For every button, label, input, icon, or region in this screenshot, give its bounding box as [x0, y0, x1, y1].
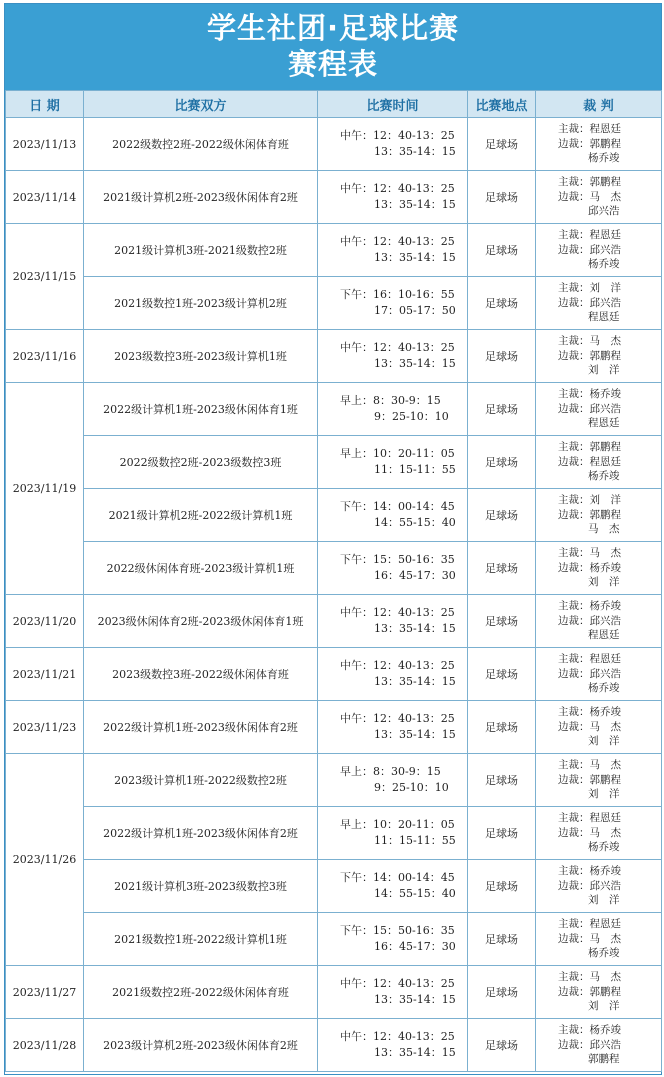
- time-cell: [318, 436, 468, 489]
- referee-cell: [536, 436, 662, 489]
- time-cell: [318, 118, 468, 171]
- venue-cell: 足球场: [468, 489, 536, 542]
- table-row: [6, 330, 662, 383]
- table-row: [6, 966, 662, 1019]
- venue-cell: 足球场: [468, 966, 536, 1019]
- time-cell: [318, 1019, 468, 1072]
- venue-cell: 足球场: [468, 807, 536, 860]
- referee-cell: [536, 701, 662, 754]
- header-time: 比赛时间: [318, 91, 468, 118]
- referee-line: 边裁：邱兴浩: [558, 667, 621, 680]
- date-cell: 2023/11/20: [6, 595, 84, 648]
- time-slot-1: 早上：10：20-11：05: [340, 447, 455, 460]
- header-row: [6, 91, 662, 118]
- referee-line-2: 刘 洋: [588, 1000, 620, 1013]
- time-slot-1: 早上：10：20-11：05: [340, 818, 455, 831]
- teams-cell: 2022级计算机1班-2023级休闲体育1班: [84, 383, 318, 436]
- time-cell: [318, 330, 468, 383]
- venue-cell: 足球场: [468, 595, 536, 648]
- referee-cell: [536, 542, 662, 595]
- referee-main: 主裁：马 杰: [558, 971, 621, 984]
- teams-cell: 2022级休闲体育班-2023级计算机1班: [84, 542, 318, 595]
- time-slot-1: 下午：15：50-16：35: [340, 553, 455, 566]
- referee-line-2: 杨乔竣: [588, 947, 620, 960]
- referee-line-2: 杨乔竣: [588, 682, 620, 695]
- teams-cell: 2021级计算机3班-2021级数控2班: [84, 224, 318, 277]
- time-slot-1: 早上：8：30-9：15: [340, 765, 441, 778]
- time-cell: [318, 966, 468, 1019]
- referee-line-2: 刘 洋: [588, 576, 620, 589]
- title-line-1: 学生社团·足球比赛: [206, 11, 460, 45]
- venue-cell: 足球场: [468, 1019, 536, 1072]
- referee-line: 边裁：邱兴浩: [558, 614, 621, 627]
- time-slot-2: 11：15-11：55: [374, 834, 456, 847]
- teams-cell: 2023级数控3班-2023级计算机1班: [84, 330, 318, 383]
- referee-cell: [536, 754, 662, 807]
- referee-main: 主裁：马 杰: [558, 759, 621, 772]
- referee-main: 主裁：杨乔竣: [558, 706, 621, 719]
- referee-main: 主裁：郭鹏程: [558, 441, 621, 454]
- referee-line: 边裁：邱兴浩: [558, 879, 621, 892]
- time-slot-1: 中午：12：40-13：25: [340, 606, 455, 619]
- table-row: [6, 648, 662, 701]
- table-row: [6, 118, 662, 171]
- teams-cell: 2021级计算机3班-2023级数控3班: [84, 860, 318, 913]
- referee-cell: [536, 860, 662, 913]
- time-slot-2: 13：35-14：15: [374, 198, 456, 211]
- time-slot-2: 13：35-14：15: [374, 1046, 456, 1059]
- venue-cell: 足球场: [468, 754, 536, 807]
- schedule-table: [5, 90, 662, 1072]
- time-slot-1: 下午：14：00-14：45: [340, 500, 455, 513]
- referee-cell: [536, 807, 662, 860]
- referee-main: 主裁：马 杰: [558, 335, 621, 348]
- referee-main: 主裁：程恩廷: [558, 918, 621, 931]
- referee-cell: [536, 913, 662, 966]
- time-cell: [318, 595, 468, 648]
- referee-main: 主裁：杨乔竣: [558, 388, 621, 401]
- time-slot-2: 17：05-17：50: [374, 304, 456, 317]
- venue-cell: 足球场: [468, 330, 536, 383]
- referee-line-2: 杨乔竣: [588, 841, 620, 854]
- venue-cell: 足球场: [468, 542, 536, 595]
- referee-cell: [536, 224, 662, 277]
- time-slot-1: 中午：12：40-13：25: [340, 712, 455, 725]
- table-row: [6, 224, 662, 277]
- referee-cell: [536, 277, 662, 330]
- venue-cell: 足球场: [468, 224, 536, 277]
- referee-line-2: 郭鹏程: [588, 1053, 620, 1066]
- time-slot-2: 16：45-17：30: [374, 940, 456, 953]
- time-cell: [318, 542, 468, 595]
- time-cell: [318, 648, 468, 701]
- referee-line: 边裁：邱兴浩: [558, 243, 621, 256]
- date-cell: 2023/11/28: [6, 1019, 84, 1072]
- header-teams: 比赛双方: [84, 91, 318, 118]
- referee-cell: [536, 648, 662, 701]
- table-row: [6, 436, 662, 489]
- venue-cell: 足球场: [468, 436, 536, 489]
- time-slot-2: 14：55-15：40: [374, 887, 456, 900]
- time-slot-2: 13：35-14：15: [374, 622, 456, 635]
- referee-line: 边裁：邱兴浩: [558, 296, 621, 309]
- time-cell: [318, 807, 468, 860]
- date-cell: 2023/11/27: [6, 966, 84, 1019]
- referee-line: 边裁：马 杰: [558, 190, 621, 203]
- time-slot-2: 9：25-10：10: [374, 410, 449, 423]
- table-row: [6, 383, 662, 436]
- venue-cell: 足球场: [468, 860, 536, 913]
- time-slot-1: 中午：12：40-13：25: [340, 182, 455, 195]
- header-date: 日 期: [6, 91, 84, 118]
- header-venue: 比赛地点: [468, 91, 536, 118]
- time-cell: [318, 277, 468, 330]
- time-cell: [318, 383, 468, 436]
- time-slot-1: 中午：12：40-13：25: [340, 341, 455, 354]
- time-slot-1: 中午：12：40-13：25: [340, 977, 455, 990]
- title-banner: [5, 4, 661, 90]
- referee-main: 主裁：马 杰: [558, 547, 621, 560]
- header-referee: 裁 判: [536, 91, 662, 118]
- referee-line-2: 程恩廷: [588, 417, 620, 430]
- teams-cell: 2022级计算机1班-2023级休闲体育2班: [84, 807, 318, 860]
- time-slot-1: 中午：12：40-13：25: [340, 659, 455, 672]
- time-cell: [318, 171, 468, 224]
- referee-cell: [536, 489, 662, 542]
- referee-cell: [536, 118, 662, 171]
- referee-cell: [536, 966, 662, 1019]
- referee-line: 边裁：邱兴浩: [558, 402, 621, 415]
- time-slot-1: 中午：12：40-13：25: [340, 129, 455, 142]
- referee-line: 边裁：程恩廷: [558, 455, 621, 468]
- date-cell: 2023/11/13: [6, 118, 84, 171]
- time-cell: [318, 860, 468, 913]
- referee-line-2: 刘 洋: [588, 788, 620, 801]
- teams-cell: 2023级数控3班-2022级休闲体育班: [84, 648, 318, 701]
- date-cell: 2023/11/15: [6, 224, 84, 330]
- referee-main: 主裁：刘 洋: [558, 282, 621, 295]
- table-row: [6, 701, 662, 754]
- referee-main: 主裁：杨乔竣: [558, 600, 621, 613]
- referee-main: 主裁：程恩廷: [558, 812, 621, 825]
- time-slot-2: 16：45-17：30: [374, 569, 456, 582]
- referee-line-2: 杨乔竣: [588, 152, 620, 165]
- referee-main: 主裁：郭鹏程: [558, 176, 621, 189]
- referee-main: 主裁：杨乔竣: [558, 1024, 621, 1037]
- referee-line: 边裁：马 杰: [558, 826, 621, 839]
- table-row: [6, 171, 662, 224]
- time-cell: [318, 489, 468, 542]
- referee-line-2: 杨乔竣: [588, 258, 620, 271]
- date-cell: 2023/11/16: [6, 330, 84, 383]
- referee-line: 边裁：郭鹏程: [558, 349, 621, 362]
- time-slot-2: 14：55-15：40: [374, 516, 456, 529]
- referee-main: 主裁：程恩廷: [558, 653, 621, 666]
- date-cell: 2023/11/21: [6, 648, 84, 701]
- referee-line: 边裁：马 杰: [558, 720, 621, 733]
- referee-main: 主裁：刘 洋: [558, 494, 621, 507]
- date-cell: 2023/11/23: [6, 701, 84, 754]
- date-cell: 2023/11/19: [6, 383, 84, 595]
- teams-cell: 2023级休闲体育2班-2023级休闲体育1班: [84, 595, 318, 648]
- time-slot-2: 13：35-14：15: [374, 675, 456, 688]
- referee-line: 边裁：杨乔竣: [558, 561, 621, 574]
- title-line-2: 赛程表: [287, 47, 378, 81]
- teams-cell: 2022级计算机1班-2023级休闲体育2班: [84, 701, 318, 754]
- time-slot-1: 中午：12：40-13：25: [340, 235, 455, 248]
- table-row: [6, 860, 662, 913]
- referee-line-2: 程恩廷: [588, 311, 620, 324]
- referee-line: 边裁：郭鹏程: [558, 985, 621, 998]
- venue-cell: 足球场: [468, 118, 536, 171]
- time-slot-1: 早上：8：30-9：15: [340, 394, 441, 407]
- table-row: [6, 807, 662, 860]
- time-slot-1: 下午：16：10-16：55: [340, 288, 455, 301]
- schedule-body: [6, 118, 662, 1072]
- referee-line-2: 刘 洋: [588, 894, 620, 907]
- time-slot-2: 9：25-10：10: [374, 781, 449, 794]
- referee-main: 主裁：杨乔竣: [558, 865, 621, 878]
- referee-cell: [536, 1019, 662, 1072]
- date-cell: 2023/11/26: [6, 754, 84, 966]
- venue-cell: 足球场: [468, 383, 536, 436]
- time-cell: [318, 754, 468, 807]
- referee-line: 边裁：郭鹏程: [558, 508, 621, 521]
- referee-main: 主裁：程恩廷: [558, 229, 621, 242]
- teams-cell: 2021级计算机2班-2022级计算机1班: [84, 489, 318, 542]
- referee-main: 主裁：程恩廷: [558, 123, 621, 136]
- teams-cell: 2022级数控2班-2022级休闲体育班: [84, 118, 318, 171]
- time-slot-1: 下午：14：00-14：45: [340, 871, 455, 884]
- referee-line-2: 杨乔竣: [588, 470, 620, 483]
- time-slot-2: 13：35-14：15: [374, 993, 456, 1006]
- referee-line-2: 刘 洋: [588, 364, 620, 377]
- table-row: [6, 489, 662, 542]
- referee-line-2: 邱兴浩: [588, 205, 620, 218]
- time-cell: [318, 913, 468, 966]
- referee-line: 边裁：郭鹏程: [558, 137, 621, 150]
- referee-cell: [536, 383, 662, 436]
- teams-cell: 2021级数控1班-2022级计算机1班: [84, 913, 318, 966]
- time-slot-1: 下午：15：50-16：35: [340, 924, 455, 937]
- referee-cell: [536, 330, 662, 383]
- venue-cell: 足球场: [468, 701, 536, 754]
- teams-cell: 2023级计算机2班-2023级休闲体育2班: [84, 1019, 318, 1072]
- time-slot-2: 13：35-14：15: [374, 357, 456, 370]
- schedule-sheet: [4, 3, 662, 1075]
- table-row: [6, 595, 662, 648]
- referee-line-2: 刘 洋: [588, 735, 620, 748]
- table-row: [6, 913, 662, 966]
- referee-line-2: 马 杰: [588, 523, 620, 536]
- time-slot-2: 13：35-14：15: [374, 145, 456, 158]
- referee-line-2: 程恩廷: [588, 629, 620, 642]
- table-row: [6, 542, 662, 595]
- teams-cell: 2023级计算机1班-2022级数控2班: [84, 754, 318, 807]
- referee-cell: [536, 171, 662, 224]
- venue-cell: 足球场: [468, 913, 536, 966]
- referee-line: 边裁：马 杰: [558, 932, 621, 945]
- time-slot-1: 中午：12：40-13：25: [340, 1030, 455, 1043]
- venue-cell: 足球场: [468, 648, 536, 701]
- venue-cell: 足球场: [468, 171, 536, 224]
- teams-cell: 2021级数控2班-2022级休闲体育班: [84, 966, 318, 1019]
- referee-line: 边裁：邱兴浩: [558, 1038, 621, 1051]
- teams-cell: 2022级数控2班-2023级数控3班: [84, 436, 318, 489]
- venue-cell: 足球场: [468, 277, 536, 330]
- teams-cell: 2021级数控1班-2023级计算机2班: [84, 277, 318, 330]
- table-row: [6, 277, 662, 330]
- table-row: [6, 754, 662, 807]
- date-cell: 2023/11/14: [6, 171, 84, 224]
- time-cell: [318, 224, 468, 277]
- table-row: [6, 1019, 662, 1072]
- time-slot-2: 11：15-11：55: [374, 463, 456, 476]
- time-cell: [318, 701, 468, 754]
- time-slot-2: 13：35-14：15: [374, 728, 456, 741]
- referee-line: 边裁：郭鹏程: [558, 773, 621, 786]
- time-slot-2: 13：35-14：15: [374, 251, 456, 264]
- referee-cell: [536, 595, 662, 648]
- teams-cell: 2021级计算机2班-2023级休闲体育2班: [84, 171, 318, 224]
